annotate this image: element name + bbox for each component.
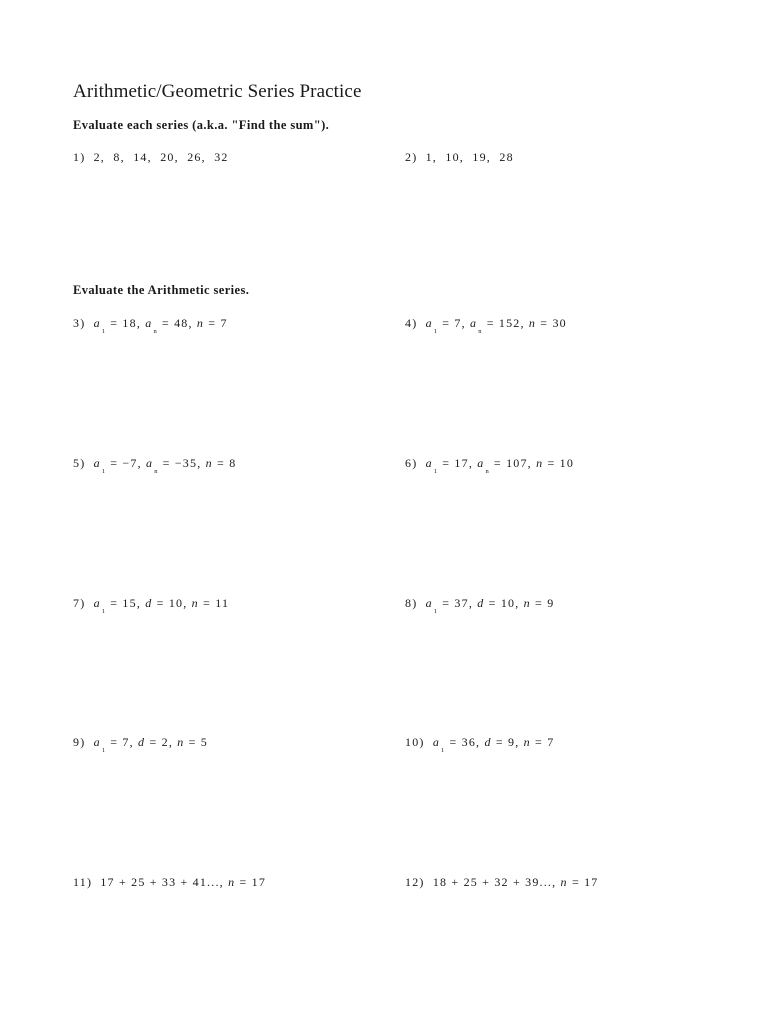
- var-n: n: [560, 875, 568, 889]
- subscript: n: [485, 468, 489, 475]
- problem-6: [405, 456, 574, 475]
- section-heading-arithmetic: Evaluate the Arithmetic series.: [73, 283, 250, 297]
- problem-4: [405, 316, 567, 335]
- value: = −35,: [162, 456, 202, 470]
- problem-number: 1): [73, 150, 86, 164]
- value: = 18,: [110, 316, 142, 330]
- var-n: n: [528, 316, 537, 330]
- page-title: Arithmetic/Geometric Series Practice: [73, 81, 362, 102]
- value: = 17: [571, 875, 599, 889]
- value: = 7,: [110, 735, 134, 749]
- problem-number: 12): [405, 875, 425, 889]
- problem-2: [405, 150, 514, 165]
- var-d: d: [138, 735, 146, 749]
- problem-8: [405, 596, 554, 615]
- var-n: n: [191, 596, 199, 610]
- value: = 9,: [495, 735, 520, 749]
- subscript: n: [154, 468, 158, 475]
- var-a: a: [425, 316, 433, 330]
- value: = 107,: [493, 456, 532, 470]
- var-a: a: [93, 735, 101, 749]
- problem-9: [73, 735, 208, 754]
- var-n: n: [523, 735, 531, 749]
- var-a: a: [93, 596, 101, 610]
- value: = 7: [535, 735, 555, 749]
- var-n: n: [536, 456, 544, 470]
- subscript: 1: [433, 468, 438, 475]
- value: = 15,: [110, 596, 142, 610]
- subscript: 1: [433, 328, 438, 335]
- value: = 17,: [442, 456, 474, 470]
- var-a: a: [93, 456, 101, 470]
- var-a: a: [470, 316, 478, 330]
- subscript: 1: [441, 747, 445, 754]
- var-d: d: [477, 596, 485, 610]
- var-d: d: [484, 735, 492, 749]
- var-a: a: [145, 316, 153, 330]
- value: = 9: [535, 596, 555, 610]
- var-a: a: [425, 596, 433, 610]
- subscript: 1: [433, 608, 438, 615]
- value: = 36,: [449, 735, 481, 749]
- problem-text: 1, 10, 19, 28: [425, 150, 514, 164]
- value: = 10,: [488, 596, 520, 610]
- value: = 7: [208, 316, 228, 330]
- value: = 30: [540, 316, 567, 330]
- problem-11: [73, 875, 266, 890]
- series-text: 18 + 25 + 32 + 39...,: [432, 875, 557, 889]
- var-n: n: [523, 596, 531, 610]
- var-n: n: [177, 735, 185, 749]
- section-heading-sum: Evaluate each series (a.k.a. "Find the sum").: [73, 118, 330, 132]
- value: = 37,: [442, 596, 474, 610]
- problem-number: 5): [73, 456, 86, 470]
- problem-number: 3): [73, 316, 86, 330]
- problem-number: 9): [73, 735, 86, 749]
- value: = 7,: [442, 316, 466, 330]
- value: = 8: [217, 456, 237, 470]
- problem-10: [405, 735, 554, 754]
- value: = 10,: [156, 596, 188, 610]
- subscript: 1: [101, 747, 106, 754]
- value: = 152,: [486, 316, 525, 330]
- problem-1: [73, 150, 229, 165]
- subscript: n: [153, 328, 157, 335]
- value: = 5: [188, 735, 209, 749]
- var-n: n: [205, 456, 213, 470]
- var-n: n: [228, 875, 236, 889]
- subscript: 1: [101, 608, 106, 615]
- var-a: a: [432, 735, 441, 749]
- subscript: 1: [101, 468, 106, 475]
- value: = 17: [239, 875, 267, 889]
- problem-number: 10): [405, 735, 425, 749]
- var-a: a: [146, 456, 154, 470]
- value: = 11: [203, 596, 230, 610]
- value: = 10: [547, 456, 575, 470]
- problem-12: [405, 875, 599, 890]
- value: = 48,: [161, 316, 193, 330]
- problem-7: [73, 596, 229, 615]
- var-a: a: [425, 456, 433, 470]
- problem-3: [73, 316, 228, 335]
- var-n: n: [196, 316, 205, 330]
- series-text: 17 + 25 + 33 + 41...,: [100, 875, 224, 889]
- problem-text: 2, 8, 14, 20, 26, 32: [93, 150, 229, 164]
- var-a: a: [93, 316, 101, 330]
- subscript: 1: [101, 328, 106, 335]
- var-a: a: [477, 456, 485, 470]
- problem-number: 2): [405, 150, 418, 164]
- var-d: d: [145, 596, 153, 610]
- problem-5: [73, 456, 236, 475]
- problem-number: 11): [73, 875, 93, 889]
- value: = −7,: [110, 456, 142, 470]
- subscript: n: [478, 328, 482, 335]
- problem-number: 4): [405, 316, 418, 330]
- value: = 2,: [149, 735, 174, 749]
- problem-number: 7): [73, 596, 86, 610]
- problem-number: 8): [405, 596, 418, 610]
- problem-number: 6): [405, 456, 418, 470]
